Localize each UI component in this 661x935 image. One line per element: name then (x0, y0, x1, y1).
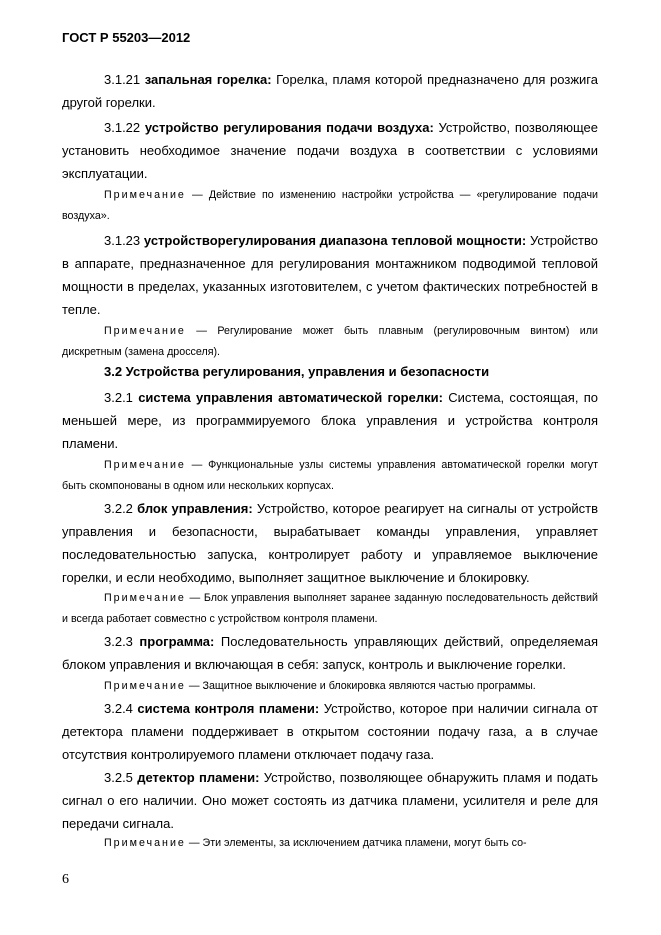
term-number: 3.2.1 (104, 390, 133, 405)
term-definition: Устройство, которое при наличии сигнала от детектора пламени поддерживает в открытом состоянии подачу газа, а в случае отсутствия контролируемого пламени отключает подачу газа. (62, 701, 598, 762)
term-definition: Устройство, позволяющее обнаружить пламя и подать сигнал о его наличии. Оно может состоять из датчика пламени, усилителя и реле для передачи сигнала. (62, 770, 598, 831)
note-label: Примечание (104, 680, 186, 692)
term-definition: Устройство, позволяющее установить необходимое значение подачи воздуха в соответствии с условиями эксплуатации. (62, 120, 598, 181)
note-text: Эти элементы, за исключением датчика пламени, могут быть со- (202, 837, 527, 849)
note: Примечание — Эти элементы, за исключением датчика пламени, могут быть со- (104, 837, 527, 849)
definition-3-1-23 (62, 229, 598, 321)
term: система управления автоматической горелки: (138, 390, 443, 405)
document-header: ГОСТ Р 55203—2012 (62, 30, 191, 45)
definition-3-2-4 (62, 697, 598, 766)
term: блок управления: (137, 501, 253, 516)
note-label: Примечание (104, 459, 186, 471)
definition-3-2-1 (62, 386, 598, 455)
note: Примечание — Защитное выключение и блокировка являются частью программы. (104, 680, 536, 692)
definition-3-2-5 (62, 766, 598, 835)
definition-3-2-2 (62, 497, 598, 589)
note-text: Блок управления выполняет заранее заданную последовательность действий и всегда работает совместно с устройством контроля пламени. (62, 592, 598, 625)
note-label: Примечание (104, 837, 186, 849)
section-heading-3-2: 3.2 Устройства регулирования, управления и безопасности (104, 364, 490, 379)
definition-3-1-22 (62, 116, 598, 185)
term-definition: Устройство, которое реагирует на сигналы от устройств управления и безопасности, вырабатывает команды управления, управляет последовательностью запуска, контролирует работу и управляемое выключение горелки, и если необходимо, выполняет защитное выключение и блокировку. (62, 501, 598, 585)
term-definition: Последовательность управляющих действий, определяемая блоком управления и включающая в себя: запуск, контроль и выключение горелки. (62, 634, 598, 672)
term-definition: Система, состоящая, по меньшей мере, из программируемого блока управления и устройства контроля пламени. (62, 390, 598, 451)
definition-3-1-21 (62, 68, 598, 114)
term-number: 3.2.2 (104, 501, 133, 516)
note-text: Регулирование может быть плавным (регулировочным винтом) или дискретным (замена дросселя). (62, 325, 598, 358)
note-text: Функциональные узлы системы управления автоматической горелки могут быть скомпонованы в одном или нескольких корпусах. (62, 459, 598, 492)
note-text: Защитное выключение и блокировка являются частью программы. (202, 680, 536, 692)
note: Примечание — Действие по изменению настройки устройства — «регулирование подачи воздуха». (62, 189, 598, 222)
term-definition: Горелка, пламя которой предназначено для розжига другой горелки. (62, 72, 598, 110)
term-number: 3.1.21 (104, 72, 141, 87)
term-number: 3.2.3 (104, 634, 133, 649)
term: устройство регулирования подачи воздуха: (144, 120, 434, 135)
term: программа: (139, 634, 215, 649)
term: детектор пламени: (137, 770, 260, 785)
note: Примечание — Блок управления выполняет заранее заданную последовательность действий и всегда работает совместно с устройством контроля пламени. (62, 592, 598, 625)
term: система контроля пламени: (137, 701, 320, 716)
term: запальная горелка: (144, 72, 272, 87)
page-number: 6 (62, 872, 69, 887)
term-number: 3.1.22 (104, 120, 141, 135)
note-label: Примечание (104, 189, 186, 201)
note: Примечание — Функциональные узлы системы управления автоматической горелки могут быть скомпонованы в одном или нескольких корпусах. (62, 459, 598, 492)
definition-3-2-3 (62, 630, 598, 676)
term-number: 3.1.23 (104, 233, 141, 248)
note: Примечание — Регулирование может быть плавным (регулировочным винтом) или дискретным (замена дросселя). (62, 325, 598, 358)
term-definition: Устройство в аппарате, предназначенное для регулирования монтажником подводимой тепловой мощности в пределах, указанных изготовителем, с учетом фактических потребностей в тепле. (62, 233, 598, 317)
term: устройстворегулирования диапазона тепловой мощности: (143, 233, 527, 248)
term-number: 3.2.5 (104, 770, 133, 785)
term-number: 3.2.4 (104, 701, 133, 716)
note-text: Действие по изменению настройки устройства — «регулирование подачи воздуха». (62, 189, 598, 222)
note-label: Примечание (104, 325, 186, 337)
note-label: Примечание (104, 592, 186, 604)
